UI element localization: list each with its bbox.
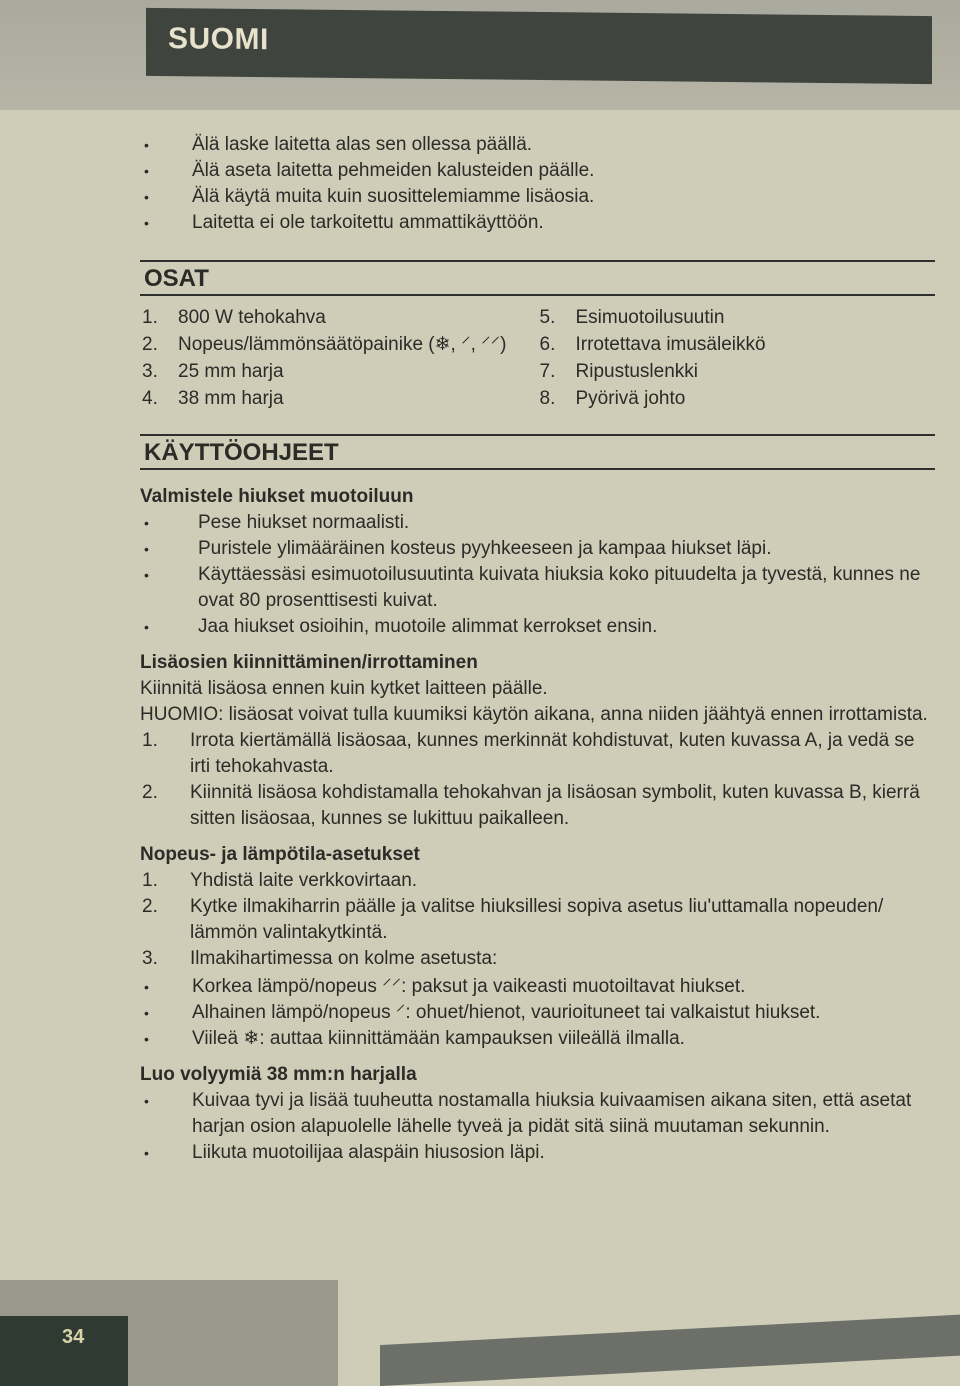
parts-heading: OSAT bbox=[140, 260, 935, 296]
part-item: 7. Ripustuslenkki bbox=[539, 361, 698, 382]
step-item: 1. Yhdistä laite verkkovirtaan. bbox=[142, 870, 418, 891]
prepare-item: • Jaa hiukset osioihin, muotoile alimmat kerrokset ensin. bbox=[140, 614, 935, 640]
part-item: 6. Irrotettava imusäleikkö bbox=[539, 334, 766, 355]
volume-item: • Kuivaa tyvi ja lisää tuuheutta nostamalla hiuksia kuivaamisen aikana siten, että asetat harjan osion alapuolelle lähelle tyveä ja pidät sitä siinä muutaman sekunnin. bbox=[140, 1088, 935, 1140]
page-number: 34 bbox=[62, 1326, 85, 1348]
safety-list bbox=[140, 132, 935, 236]
volume-list bbox=[140, 1088, 935, 1166]
step-item: 2. Kytke ilmakiharrin päälle ja valitse hiuksillesi sopiva asetus liu'uttamalla nopeuden/ lämmön valintakytkintä. bbox=[142, 896, 884, 943]
speed-heat-settings bbox=[140, 974, 935, 1052]
parts-list bbox=[140, 304, 935, 412]
parts-column-left bbox=[140, 304, 538, 412]
step-item: 1. Irrota kiertämällä lisäosaa, kunnes merkinnät kohdistuvat, kuten kuvassa A, ja vedä se irti tehokahvasta. bbox=[142, 730, 915, 777]
safety-item: • Laitetta ei ole tarkoitettu ammattikäyttöön. bbox=[140, 210, 935, 236]
step-item: 3. Ilmakihartimessa on kolme asetusta: bbox=[142, 948, 498, 969]
attachments-heading: Lisäosien kiinnittäminen/irrottaminen bbox=[140, 652, 478, 673]
safety-item: • Älä laske laitetta alas sen ollessa päällä. bbox=[140, 132, 935, 158]
parts-column-right bbox=[538, 304, 936, 412]
language-header bbox=[146, 8, 932, 84]
attachments-steps bbox=[140, 728, 935, 832]
safety-item: • Älä käytä muita kuin suosittelemiamme lisäosia. bbox=[140, 184, 935, 210]
part-item: 5. Esimuotoilusuutin bbox=[539, 307, 725, 328]
prepare-item: • Pese hiukset normaalisti. bbox=[140, 510, 935, 536]
attachments-note: HUOMIO: lisäosat voivat tulla kuumiksi käytön aikana, anna niiden jäähtyä ennen irrottamista. bbox=[140, 704, 928, 725]
setting-item: • Korkea lämpö/nopeus ⸍⸍: paksut ja vaikeasti muotoiltavat hiukset. bbox=[140, 974, 935, 1000]
part-item: 4. 38 mm harja bbox=[142, 388, 284, 409]
page-number-box bbox=[0, 1316, 128, 1386]
safety-item: • Älä aseta laitetta pehmeiden kalusteiden päälle. bbox=[140, 158, 935, 184]
speed-heat-steps bbox=[140, 868, 935, 972]
attachments-intro: Kiinnitä lisäosa ennen kuin kytket laitteen päälle. bbox=[140, 678, 548, 699]
part-item: 1. 800 W tehokahva bbox=[142, 307, 326, 328]
prepare-heading: Valmistele hiukset muotoiluun bbox=[140, 486, 414, 507]
part-item: 2. Nopeus/lämmönsäätöpainike (❄, ⸍, ⸍⸍) bbox=[142, 334, 507, 355]
prepare-item: • Puristele ylimääräinen kosteus pyyhkeeseen ja kampaa hiukset läpi. bbox=[140, 536, 935, 562]
volume-heading: Luo volyymiä 38 mm:n harjalla bbox=[140, 1064, 417, 1085]
instructions-heading: KÄYTTÖOHJEET bbox=[140, 434, 935, 470]
setting-item: • Viileä ❄: auttaa kiinnittämään kampauksen viileällä ilmalla. bbox=[140, 1026, 935, 1052]
speed-heat-heading: Nopeus- ja lämpötila-asetukset bbox=[140, 844, 420, 865]
page-shadow bbox=[380, 1315, 960, 1386]
prepare-item: • Käyttäessäsi esimuotoilusuutinta kuivata hiuksia koko pituudelta ja tyvestä, kunnes ne ovat 80 prosenttisesti kuivat. bbox=[140, 562, 935, 614]
language-title: SUOMI bbox=[168, 22, 269, 57]
step-item: 2. Kiinnitä lisäosa kohdistamalla tehokahvan ja lisäosan symbolit, kuten kuvassa B, kierrä sitten lisäosaa, kunnes se lukittuu paikalleen. bbox=[142, 782, 920, 829]
part-item: 3. 25 mm harja bbox=[142, 361, 284, 382]
page-content bbox=[140, 132, 935, 1166]
part-item: 8. Pyörivä johto bbox=[539, 388, 686, 409]
setting-item: • Alhainen lämpö/nopeus ⸍: ohuet/hienot, vaurioituneet tai valkaistut hiukset. bbox=[140, 1000, 935, 1026]
prepare-list bbox=[140, 510, 935, 640]
volume-item: • Liikuta muotoilijaa alaspäin hiusosion läpi. bbox=[140, 1140, 935, 1166]
